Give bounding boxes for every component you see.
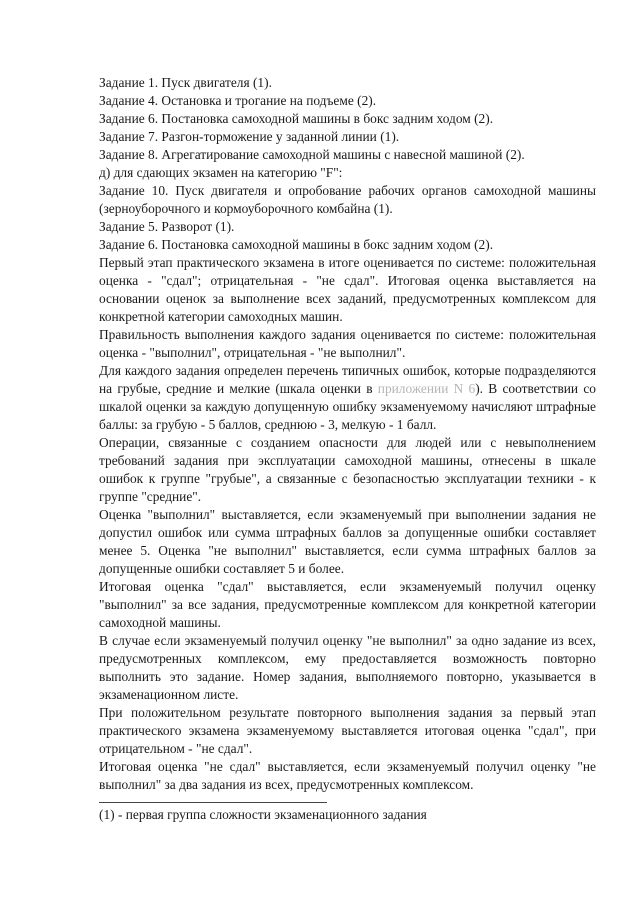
footnote-text: (1) - первая группа сложности экзаменационного задания <box>99 807 427 822</box>
errors-text-start: Для каждого задания определен перечень типичных ошибок, которые подразделяются на грубые, средние и мелкие (шкала оценки в <box>99 363 596 396</box>
document-body <box>99 74 596 794</box>
paragraph-done: Оценка "выполнил" выставляется, если экзаменуемый при выполнении задания не допустил ошибок или сумма штрафных баллов за допущенные ошибки составляет менее 5. Оценка "не выполнил" выставляется, если сумма штрафных баллов за допущенные ошибки составляет 5 и более. <box>99 507 596 576</box>
category-f-heading: д) для сдающих экзамен на категорию "F": <box>99 165 343 180</box>
paragraph-operations: Операции, связанные с созданием опасности для людей или с невыполнением требований задания при эксплуатации самоходной машины, отнесены в шкале ошибок к группе "грубые", а связанные с безопасностью эксплуатации техники - к группе "средние". <box>99 435 596 504</box>
paragraph-first-stage: Первый этап практического экзамена в итоге оценивается по системе: положительная оценка - "сдал"; отрицательная - "не сдал". Итоговая оценка выставляется на основании оценок за выполнение всех заданий, предусмотренных комплексом для конкретной категории самоходных машин. <box>99 255 596 324</box>
appendix-link[interactable]: приложении N 6 <box>377 381 476 396</box>
paragraph-failed: Итоговая оценка "не сдал" выставляется, если экзаменуемый получил оценку "не выполнил" за два задания из всех, предусмотренных комплексом. <box>99 759 596 792</box>
task-1: Задание 1. Пуск двигателя (1). <box>99 75 272 90</box>
paragraph-errors <box>99 362 596 434</box>
paragraph-correctness: Правильность выполнения каждого задания оценивается по системе: положительная оценка - "выполнил", отрицательная - "не выполнил". <box>99 327 596 360</box>
task-10: Задание 10. Пуск двигателя и опробование рабочих органов самоходной машины (зерноуборочного и кормоуборочного комбайна (1). <box>99 183 596 216</box>
task-6-second: Задание 6. Постановка самоходной машины в бокс задним ходом (2). <box>99 237 494 252</box>
footnote-divider <box>99 802 327 803</box>
errors-text-end: ). В соответствии со шкалой оценки за каждую допущенную ошибку экзаменуемому начисляют штрафные баллы: за грубую - 5 баллов, среднюю - 3, мелкую - 1 балл. <box>99 381 596 432</box>
paragraph-retry-result: При положительном результате повторного выполнения задания за первый этап практического экзамена экзаменуемому выставляется итоговая оценка "сдал", при отрицательном - "не сдал". <box>99 705 596 756</box>
task-4: Задание 4. Остановка и трогание на подъеме (2). <box>99 93 377 108</box>
task-6-first: Задание 6. Постановка самоходной машины в бокс задним ходом (2). <box>99 111 494 126</box>
task-8: Задание 8. Агрегатирование самоходной машины с навесной машиной (2). <box>99 147 525 162</box>
paragraph-passed: Итоговая оценка "сдал" выставляется, если экзаменуемый получил оценку "выполнил" за все задания, предусмотренные комплексом для конкретной категории самоходной машины. <box>99 579 596 630</box>
task-7: Задание 7. Разгон-торможение у заданной линии (1). <box>99 129 400 144</box>
paragraph-retry: В случае если экзаменуемый получил оценку "не выполнил" за одно задание из всех, предусмотренных комплексом, ему предоставляется возможность повторно выполнить это задание. Номер задания, выполняемого повторно, указывается в экзаменационном листе. <box>99 633 596 702</box>
task-5: Задание 5. Разворот (1). <box>99 219 235 234</box>
